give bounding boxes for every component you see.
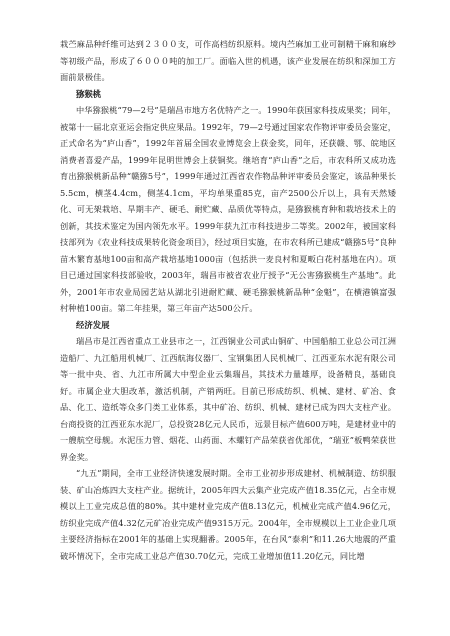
document-page xyxy=(60,36,396,564)
paragraph-economy-2: “九五”期间，全市工业经济快速发展时期。全市工业初步形成建材、机械制造、纺织服装、矿山冶炼四大支柱产业。据统计，2005年四大云集产业完成产值18.35亿元，占全市规模以上工业完成总值的80%。其中建材业完成产值8.13亿元，机械业完成产值4.96亿元，纺织业完成产值4.32亿元矿冶业完成产值9315万元。2004年，全市规模以上工业企业几项主要经济指标在2001年的基础上实现翻番。2005年，在台风“泰利”和11.26大地震的严重破坏情况下，全市完成工业总产值30.70亿元，完成工业增加值11.20亿元，同比增 xyxy=(60,468,396,561)
paragraph-ramie: 栽苎麻品种纤维可达到２３００支，可作高档纺织原料。境内苎麻加工业可制精干麻和麻纱等初级产品，形成了６０００吨的加工厂。面临入世的机遇，该产业发展在纺织和深加工方面前景极佳。 xyxy=(60,39,396,82)
paragraph-kiwi: 中华猕猴桃“79—2号”是瑞昌市地方名优特产之一。1990年获国家科技成果奖；同年，被第十一届北京亚运会指定供应果品。1992年，79—2号通过国家农作物评审委员会鉴定，正式命名为“庐山香”，1992年首届全国农业博览会上获金奖，同年，还获赣、鄂、皖地区消费者喜爱产品，1999年昆明世博会上获铜奖。继培育“庐山香”之后，市农科所又成功选育出猕猴桃新品种“赣猕5号”，1999年通过江西省农作物品种评审委员会鉴定，该品种果长5.5cm，横茎4.4cm，侧茎4.1cm，平均单果重85克，亩产2500公斤以上，具有天然矮化、可无架栽培、旱期丰产、硬毛、耐贮藏、品质优等特点，是猕猴桃育种和栽培技术上的创新，其技术鉴定为国内领先水平。1999年获九江市科技进步二等奖。2002年，被国家科技部列为《农业科技成果转化资金项目》，经过项目实施，在市农科所已建成“赣猕5号”良种苗木繁育基地100亩和高产栽培基地1000亩（包括洪一麦良村和夏畈白花村基地在内）。项目已通过国家科技部验收，2003年，瑞昌市被省农业厅授予“无公害猕猴桃生产基地”。此外，2001年市农业局园艺站从湖北引进耐贮藏、硬毛猕猴桃新品种“金魁”，在横港镇富强村种植100亩。第二年挂果，第三年亩产达500公斤。 xyxy=(60,105,396,313)
heading-kiwi: 猕猴桃 xyxy=(76,88,102,99)
paragraph-economy-1: 瑞昌市是江西省重点工业县市之一，江西铜业公司武山铜矿、中国船舶工业总公司江洲造船厂、九江船用机械厂、江西航海仪器厂、宝钢集团人民机械厂、江西亚东水泥有限公司等一批中央、省、九江市所属大中型企业云集瑞昌，其技术力量雄厚，设备精良，基础良好。市属企业大胆改革，激活机制，产销两旺。目前已形成纺织、机械、建材、矿冶、食品、化工、造纸等众多门类工业体系，其中矿冶、纺织、机械、建材已成为四大支柱产业。台商投资的江西亚东水泥厂，总投资28亿元人民币，远景目标产值600万吨，是建材业中的一艘航空母舰。水泥压力管、烟花、山药面、木螺钉产品荣获省优部优，“瑞亚”板鸭荣获世界金奖。 xyxy=(60,336,396,462)
heading-economy: 经济发展 xyxy=(76,319,110,330)
